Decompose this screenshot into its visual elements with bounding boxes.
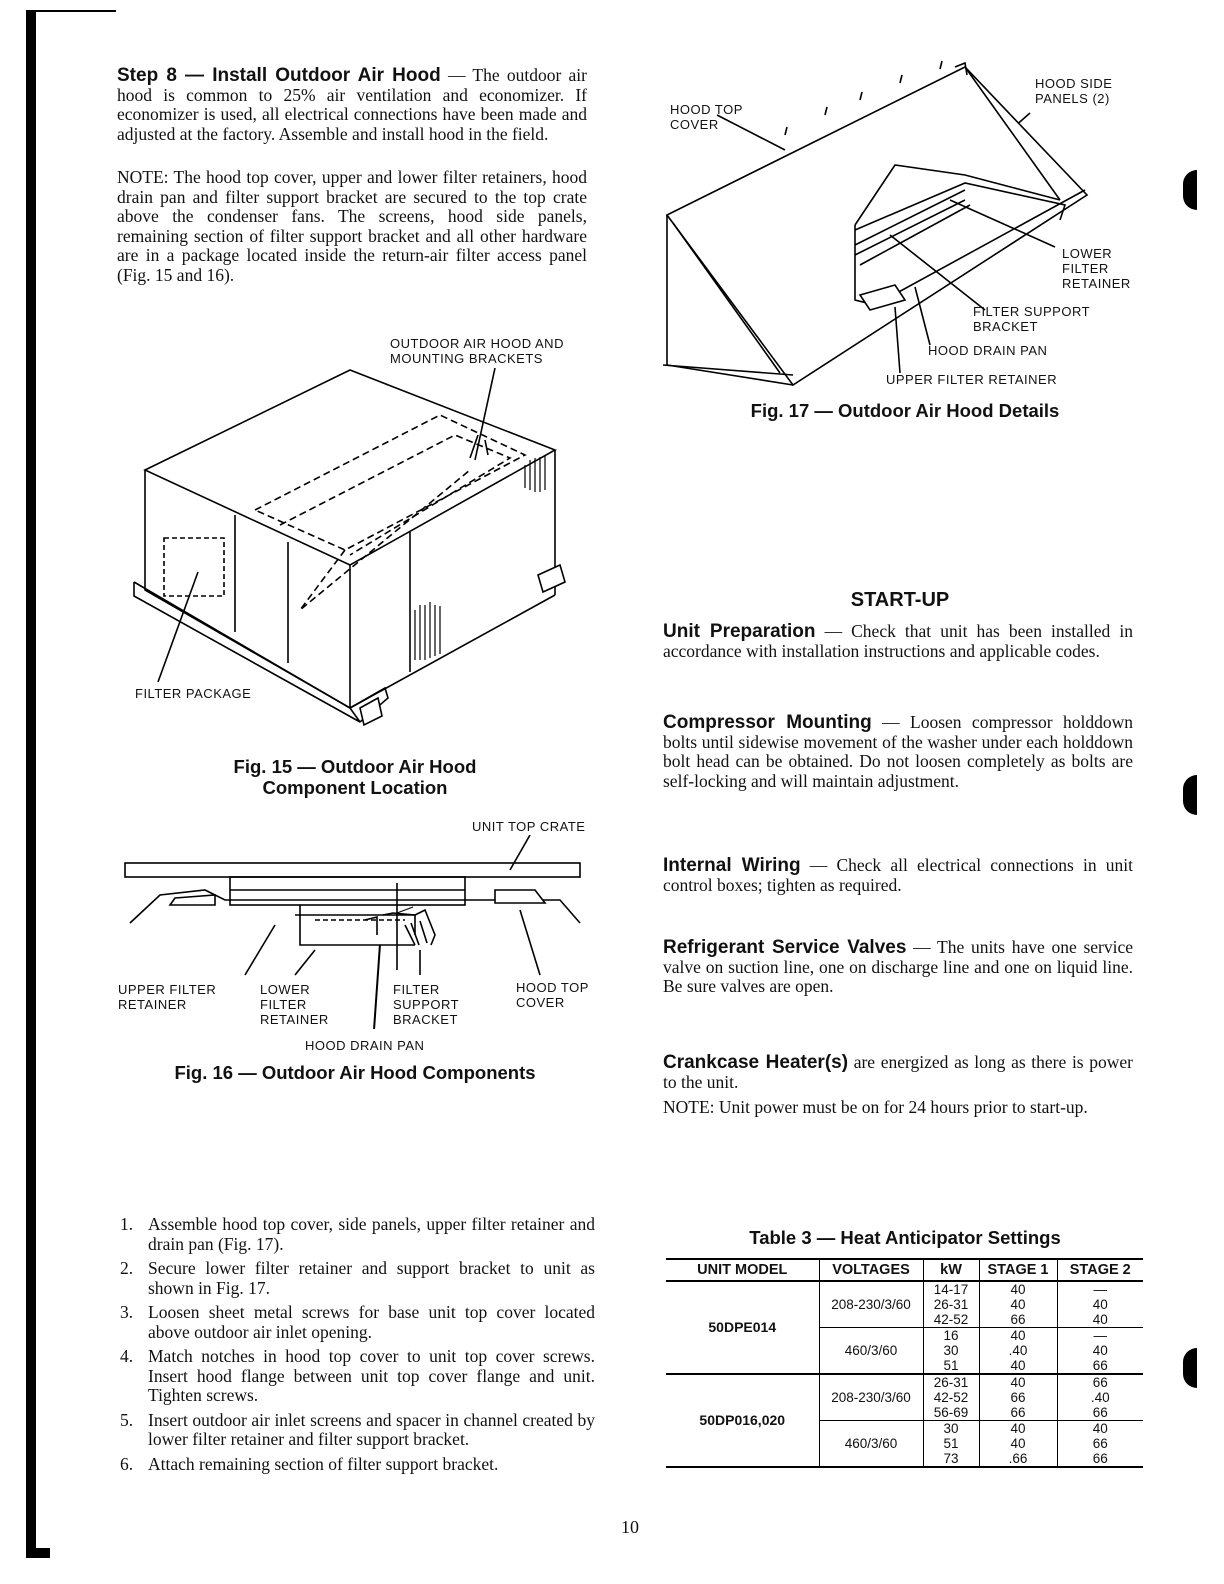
list-item: 1. Assemble hood top cover, side panels, upper filter retainer and drain pan (Fig. 17).: [120, 1214, 595, 1254]
table-row: [666, 1281, 1143, 1328]
voltage-cell: 460/3/60: [819, 1328, 923, 1375]
kw-cell: 30 51 73: [923, 1421, 979, 1468]
fig16-drain-label: HOOD DRAIN PAN: [305, 1038, 425, 1053]
compressor-mounting: Compressor Mounting — Loosen compressor holddown bolts until sidewise movement of the washer under each holddown bolt head can be obtained. Do not loosen completely as bolts are self-locking and will maintain adjustment.: [663, 712, 1133, 791]
fig15-caption: Fig. 15 — Outdoor Air Hood Component Location: [233, 756, 477, 798]
stage2-cell: 66 .40 66: [1057, 1374, 1143, 1421]
fig16-drawing: [115, 835, 600, 985]
unit-model-cell: 50DP016,020: [666, 1374, 819, 1467]
voltage-cell: 208-230/3/60: [819, 1281, 923, 1328]
fig17-side-label: HOOD SIDE PANELS (2): [1035, 76, 1113, 106]
power-note: NOTE: Unit power must be on for 24 hours prior to start-up.: [663, 1097, 1088, 1117]
crankcase-heaters: Crankcase Heater(s) are energized as long as there is power to the unit.: [663, 1052, 1133, 1092]
list-item: 6. Attach remaining section of filter support bracket.: [120, 1453, 499, 1474]
fig15-filter-label: FILTER PACKAGE: [135, 686, 252, 701]
kw-cell: 14-17 26-31 42-52: [923, 1281, 979, 1328]
section-heading: Compressor Mounting: [663, 712, 872, 733]
list-item: 2. Secure lower filter retainer and support bracket to unit as shown in Fig. 17.: [120, 1258, 595, 1298]
section-heading: Refrigerant Service Valves: [663, 937, 907, 958]
fig17-caption: Fig. 17 — Outdoor Air Hood Details: [750, 400, 1060, 421]
fig17-lower-label: LOWER FILTER RETAINER: [1062, 246, 1131, 291]
table-header-row: [666, 1259, 1143, 1281]
stage1-cell: 40 .40 40: [979, 1328, 1057, 1375]
voltage-cell: 208-230/3/60: [819, 1374, 923, 1421]
note-paragraph: NOTE: The hood top cover, upper and lower filter retainers, hood drain pan and filter support bracket are secured to the top crate above the condenser fans. The screens, hood side panels, remaining section of filter support bracket and all other hardware are in a package located inside the return-air filter access panel (Fig. 15 and 16).: [117, 167, 587, 285]
kw-cell: 16 30 51: [923, 1328, 979, 1375]
step8-paragraph: [117, 66, 587, 144]
step8-heading: Step 8 — Install Outdoor Air Hood: [117, 65, 441, 86]
stage1-cell: 40 66 66: [979, 1374, 1057, 1421]
step8-body: — The outdoor air hood is common to 25% air ventilation and economizer. If economizer is used, all electrical connections have been made and adjusted at the factory. Assemble and install hood in the field.: [117, 65, 588, 144]
table-row: [666, 1374, 1143, 1421]
fig16-cover-label: HOOD TOP COVER: [516, 980, 589, 1010]
fig16-caption: Fig. 16 — Outdoor Air Hood Components: [174, 1062, 536, 1083]
fig16-crate-label: UNIT TOP CRATE: [472, 819, 586, 834]
fig17-upper-label: UPPER FILTER RETAINER: [886, 372, 1058, 387]
fig16-upper-label: UPPER FILTER RETAINER: [118, 982, 217, 1012]
binding-bar: [26, 10, 36, 1558]
list-item: 4. Match notches in hood top cover to unit top cover screws. Insert hood flange between unit top cover flange and unit. Tighten screws.: [120, 1346, 595, 1405]
refrigerant-service-valves: Refrigerant Service Valves — The units have one service valve on suction line, one on discharge line and one on liquid line. Be sure valves are open.: [663, 937, 1133, 996]
unit-preparation: Unit Preparation — Check that unit has been installed in accordance with installation instructions and applicable codes.: [663, 621, 1133, 661]
heat-anticipator-table: [666, 1258, 1143, 1468]
stage2-cell: — 40 40: [1057, 1281, 1143, 1328]
stage2-cell: — 40 66: [1057, 1328, 1143, 1375]
margin-tab-3: [1183, 1348, 1197, 1388]
list-item: 3. Loosen sheet metal screws for base unit top cover located above outdoor air inlet opening.: [120, 1302, 595, 1342]
list-item: 5. Insert outdoor air inlet screens and spacer in channel created by lower filter retainer and filter support bracket.: [120, 1409, 595, 1449]
top-rule: [26, 10, 116, 12]
internal-wiring: Internal Wiring — Check all electrical connections in unit control boxes; tighten as required.: [663, 855, 1133, 895]
stage1-cell: 40 40 .66: [979, 1421, 1057, 1468]
margin-tab-2: [1183, 775, 1197, 815]
section-heading: Internal Wiring: [663, 855, 801, 876]
fig15-drawing: [120, 360, 580, 730]
unit-model-cell: 50DPE014: [708, 1319, 777, 1335]
fig17-top-cover-label: HOOD TOP COVER: [670, 102, 743, 132]
col-header: UNIT MODEL: [666, 1259, 819, 1281]
fig17-support-label: FILTER SUPPORT BRACKET: [973, 304, 1091, 334]
fig16-support-label: FILTER SUPPORT BRACKET: [393, 982, 460, 1027]
assembly-steps: [120, 1215, 595, 1479]
section-heading: Unit Preparation: [663, 621, 816, 642]
stage2-cell: 40 66 66: [1057, 1421, 1143, 1468]
voltage-cell: 460/3/60: [819, 1421, 923, 1468]
col-header: STAGE 2: [1057, 1259, 1143, 1281]
bottom-mark: [26, 1548, 50, 1558]
fig17-drain-label: HOOD DRAIN PAN: [928, 343, 1048, 358]
margin-tab-1: [1183, 170, 1197, 210]
col-header: kW: [923, 1259, 979, 1281]
stage1-cell: 40 40 66: [979, 1281, 1057, 1328]
startup-title: START-UP: [850, 589, 950, 611]
section-heading: Crankcase Heater(s): [663, 1052, 849, 1073]
col-header: STAGE 1: [979, 1259, 1057, 1281]
table3-title: Table 3 — Heat Anticipator Settings: [749, 1227, 1061, 1248]
fig15-hood-label: OUTDOOR AIR HOOD AND MOUNTING BRACKETS: [390, 336, 564, 366]
kw-cell: 26-31 42-52 56-69: [923, 1374, 979, 1421]
col-header: VOLTAGES: [819, 1259, 923, 1281]
fig16-lower-label: LOWER FILTER RETAINER: [260, 982, 329, 1027]
page-number: 10: [621, 1517, 639, 1537]
